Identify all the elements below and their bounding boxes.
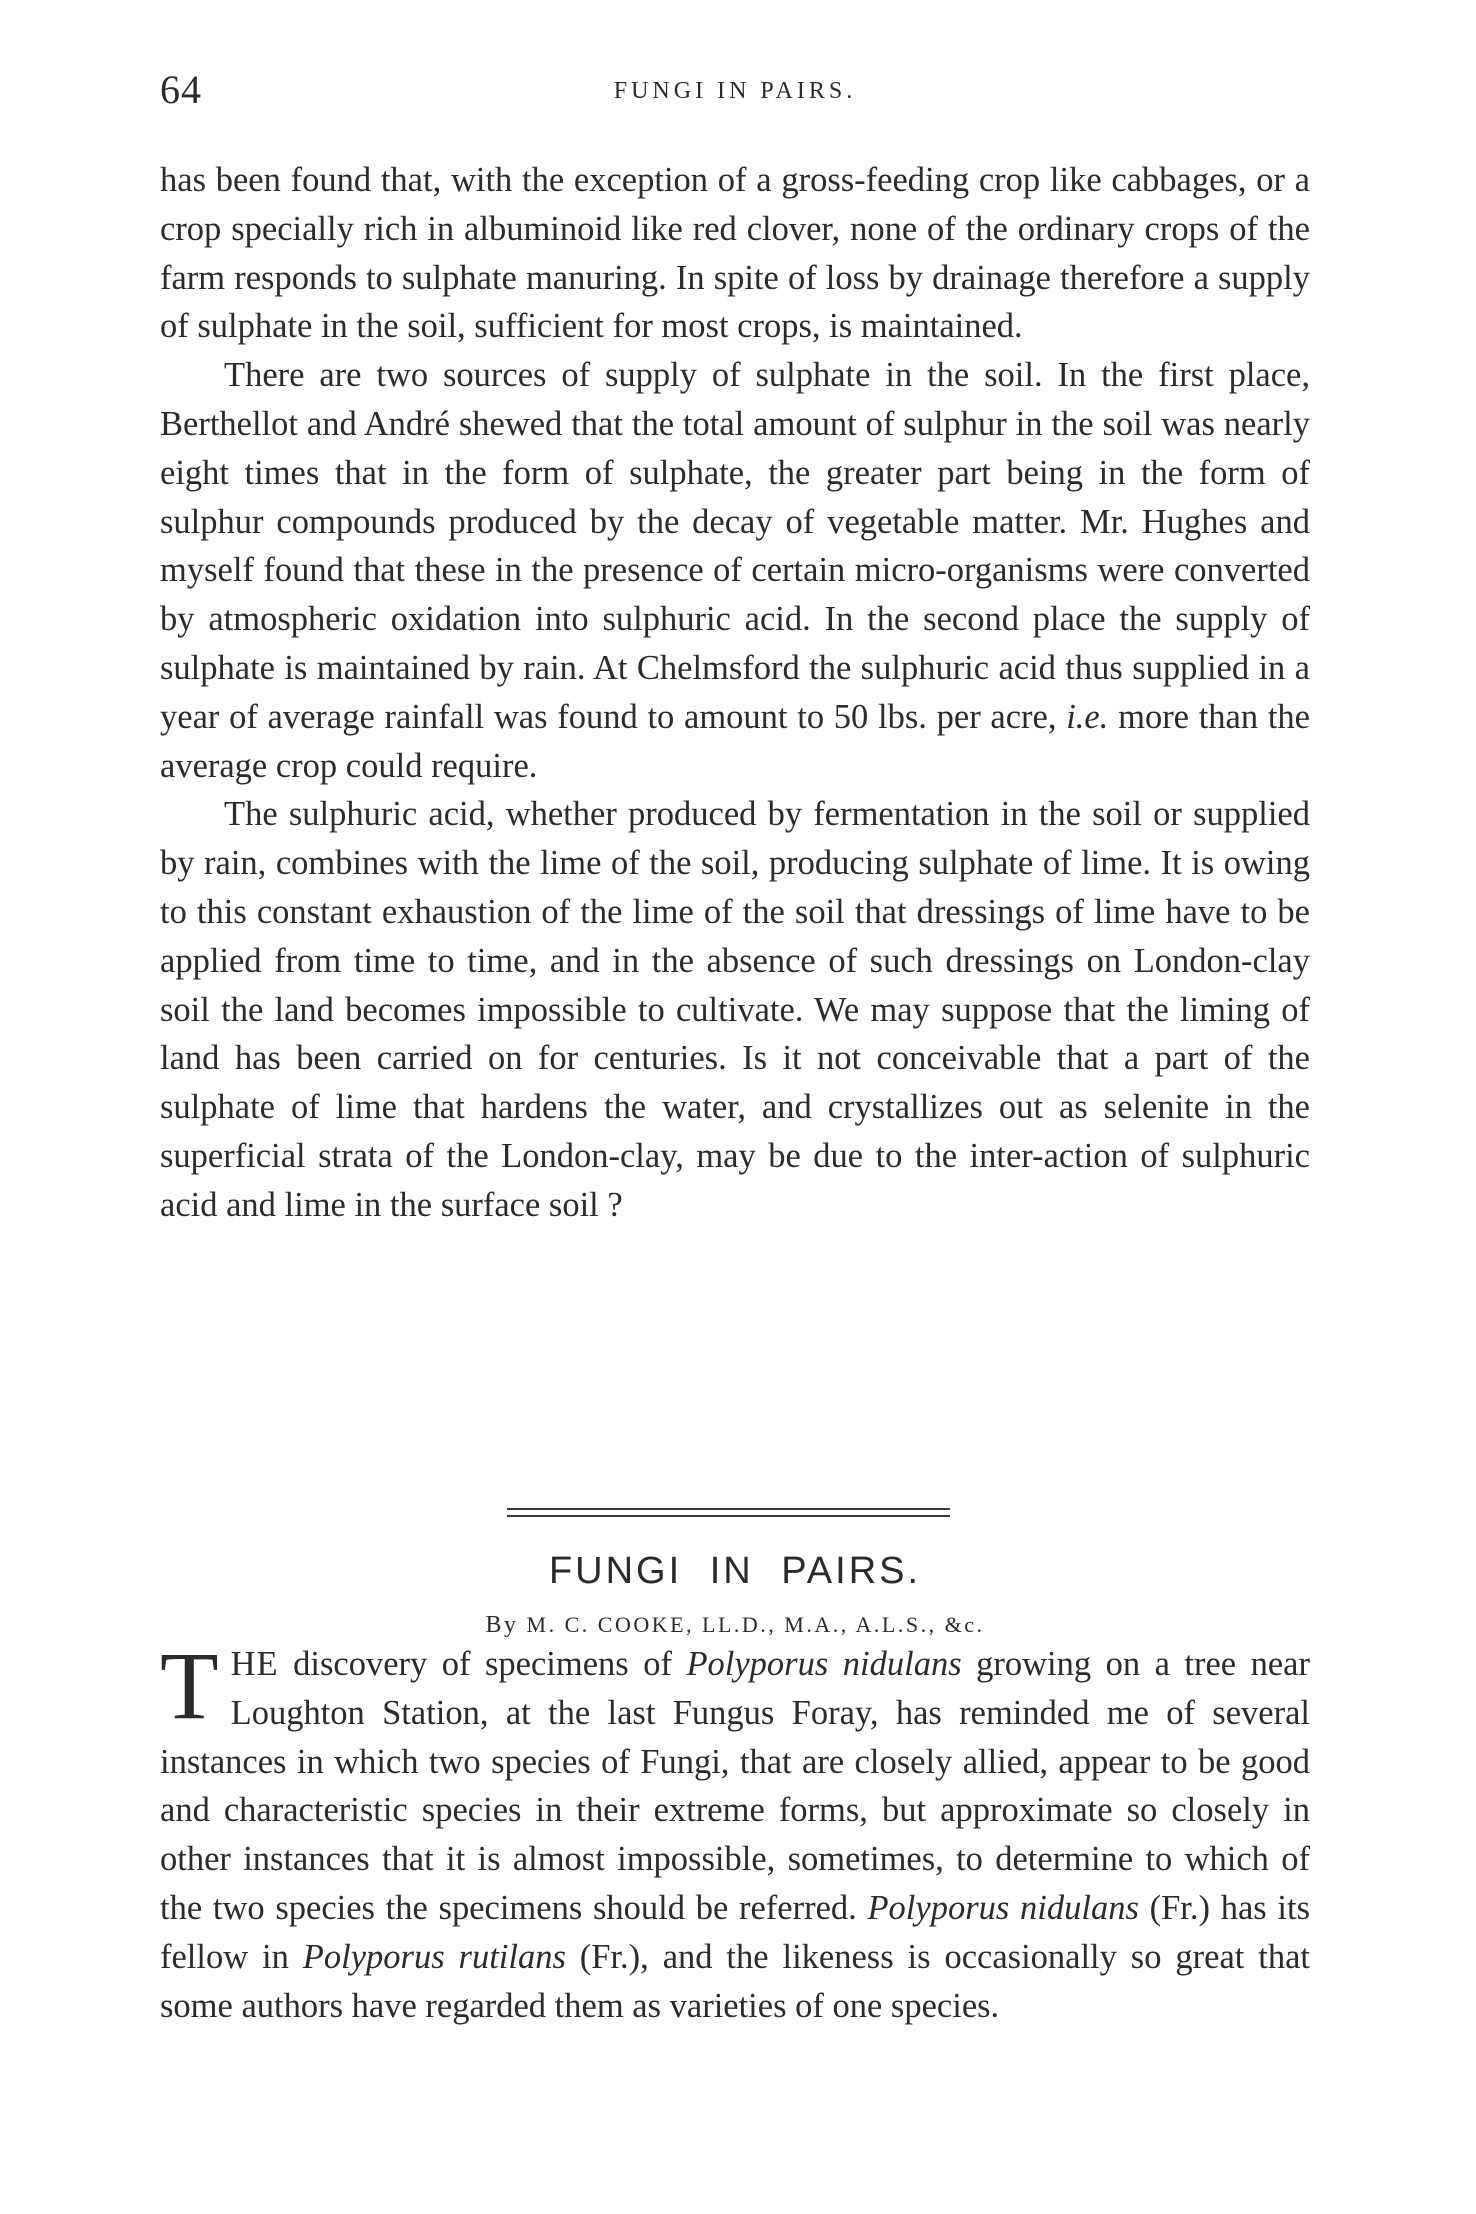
article-text-3: (Fr.) has its fellow in bbox=[160, 1888, 1310, 1976]
byline bbox=[160, 1612, 1310, 1639]
running-title: FUNGI IN PAIRS. bbox=[613, 78, 857, 104]
paragraph-1: has been found that, with the exception of a gross-feeding crop like cabbages, or a crop specially rich in albuminoid like red clover, none of the ordinary crops of the farm responds to sulphate manuring. In spite of loss by drainage therefore a supply of sulphate in the soil, sufficient for most crops, is maintained. bbox=[160, 161, 1310, 346]
byline-by: By bbox=[485, 1612, 519, 1638]
paragraph-2 bbox=[160, 351, 1310, 790]
article-text-4: (Fr.), and the likeness is occasionally so great that some authors have regarded them as varieties of one species. bbox=[160, 1937, 1310, 2025]
species-name-1: Polyporus nidulans bbox=[686, 1645, 962, 1683]
drop-cap: T bbox=[160, 1632, 219, 1739]
species-name-2: Polyporus nidulans bbox=[867, 1888, 1139, 1927]
body-text bbox=[160, 156, 1310, 1230]
article-body bbox=[160, 1632, 1310, 2030]
paragraph-2-text-a: There are two sources of supply of sulphate in the soil. In the first place, Berthellot and André shewed that the total amount of sulphur in the soil was nearly eight times that in the form of sulphate, the greater part being in the form of sulphur compounds produced by the decay of vegetable matter. Mr. Hughes and myself found that these in the presence of certain micro-organisms were converted by atmospheric oxidation into sulphuric acid. In the second place the supply of sulphate is maintained by rain. At Chelmsford the sulphuric acid thus supplied in a year of average rainfall was found to amount to 50 lbs. per acre, bbox=[160, 356, 1310, 736]
article-paragraph-1 bbox=[160, 1632, 1310, 2030]
page-number: 64 bbox=[160, 67, 202, 112]
lead-caps: HE bbox=[230, 1645, 279, 1683]
paragraph-3: The sulphuric acid, whether produced by fermentation in the soil or supplied by rain, combines with the lime of the soil, producing sulphate of lime. It is owing to this constant exhaustion of the lime of the soil that dressings of lime have to be applied from time to time, and in the absence of such dressings on London-clay soil the land becomes impossible to cultivate. We may suppose that the liming of land has been carried on for centuries. Is it not conceivable that a part of the sulphate of lime that hardens the water, and crystallizes out as selenite in the superficial strata of the London-clay, may be due to the inter-action of sulphuric acid and lime in the surface soil ? bbox=[160, 795, 1310, 1224]
section-divider-bottom bbox=[507, 1515, 950, 1517]
byline-author: M. C. COOKE, LL.D., M.A., A.L.S., &c. bbox=[526, 1612, 985, 1637]
running-header bbox=[160, 66, 1310, 116]
article-text-1: discovery of specimens of bbox=[278, 1645, 687, 1683]
article-text-2: growing on a tree near Loughton Station, at the last Fungus Foray, has reminded me of several instances in which two species of Fungi, that are closely allied, appear to be good and characteristic species in their extreme forms, but approximate so closely in other instances that it is almost impossible, sometimes, to determine to which of the two species the specimens should be referred. bbox=[160, 1645, 1310, 1927]
species-name-3: Polyporus rutilans bbox=[302, 1937, 566, 1976]
article-title: FUNGI IN PAIRS. bbox=[548, 1550, 922, 1592]
paragraph-2-text-b: more than the average crop could require. bbox=[160, 697, 1310, 785]
section-divider-top bbox=[507, 1508, 950, 1510]
paragraph-2-ie: i.e. bbox=[1066, 697, 1109, 736]
